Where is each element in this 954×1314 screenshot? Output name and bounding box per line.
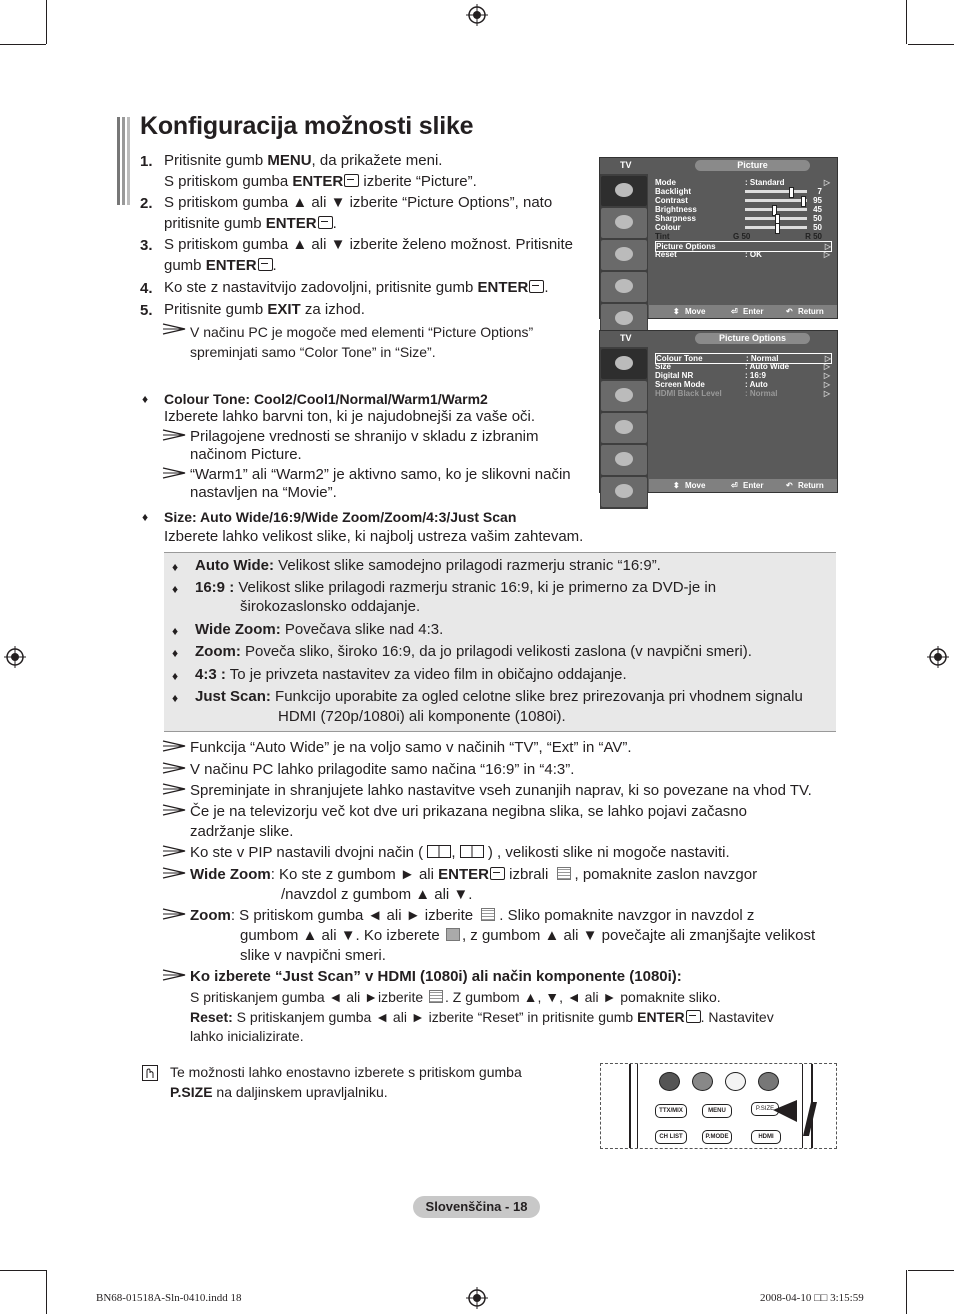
- osd-row[interactable]: Mode : Standard ▷: [655, 178, 830, 187]
- note-wide-zoom: Wide Zoom: Ko ste z gumbom ► ali ENTER izbrali , pomaknite zaslon navzgor: [190, 866, 758, 883]
- registration-mark-icon: [4, 646, 26, 668]
- bullet-diamond-icon: ♦: [142, 510, 149, 524]
- step-1-line-1: Pritisnite gumb MENU, da prikažete meni.: [164, 152, 443, 169]
- screen-position-icon: [481, 908, 495, 921]
- note-arrow-icon: [162, 804, 186, 816]
- note-zoom-line-3: slike v navpični smeri.: [240, 947, 386, 964]
- osd-row[interactable]: Sharpness 50: [655, 214, 822, 223]
- file-slug: BN68-01518A-Sln-0410.indd 18: [96, 1292, 242, 1304]
- hdmi-button[interactable]: HDMI: [751, 1130, 781, 1144]
- note-still-image-line-1: Če je na televizorju več kot dve uri prikazana negibna slika, se lahko pojavi začasno: [190, 803, 747, 820]
- note-arrow-icon: [162, 740, 186, 752]
- note-reset-line-2: lahko inicializirate.: [190, 1028, 304, 1044]
- step-number: 1.: [140, 153, 153, 170]
- remote-control-illustration: [600, 1063, 837, 1149]
- page-title: Konfiguracija možnosti slike: [140, 112, 474, 140]
- tip-line-1: Te možnosti lahko enostavno izberete s pritiskom gumba: [170, 1064, 522, 1080]
- osd-tv-label: TV: [620, 160, 632, 170]
- step-2-line-2: pritisnite gumb ENTER .: [164, 215, 337, 232]
- move-icon: ⬍: [673, 307, 680, 316]
- enter-icon: ⏎: [731, 481, 738, 490]
- osd-row[interactable]: Contrast 95: [655, 196, 822, 205]
- osd-header: Picture: [695, 160, 810, 171]
- timestamp-slug: 2008-04-10 □□ 3:15:59: [760, 1292, 864, 1304]
- registration-mark-icon: [466, 1287, 488, 1309]
- bullet-diamond-icon: ♦: [172, 669, 179, 683]
- title-decoration-bar: [117, 117, 133, 205]
- size-desc: Izberete lahko velikost slike, ki najbolj ustreza vašim zahtevam.: [164, 528, 584, 545]
- osd-picture-menu: [599, 157, 838, 319]
- note-arrow-icon: [162, 969, 186, 981]
- size-option-auto-wide: Auto Wide: Velikost slike samodejno prilagodi razmerju stranic “16:9”.: [195, 557, 661, 574]
- osd-row[interactable]: Screen Mode : Auto ▷: [655, 380, 830, 389]
- arrow-right-icon: ▷: [823, 380, 830, 389]
- tip-line-2: P.SIZE na daljinskem upravljalniku.: [170, 1084, 388, 1100]
- return-icon: ↶: [786, 307, 793, 316]
- step-2-line-1: S pritiskom gumba ▲ ali ▼ izberite “Picture Options”, nato: [164, 194, 553, 211]
- step-3-line-1: S pritiskom gumba ▲ ali ▼ izberite želeno možnost. Pritisnite: [164, 236, 574, 253]
- note-just-scan-line-2: S pritiskanjem gumba ◄ ali ►izberite . Z gumbom ▲, ▼, ◄ ali ► pomaknite sliko.: [190, 989, 721, 1005]
- arrow-right-icon: ▷: [824, 354, 831, 363]
- note-zoom-line-2: gumbom ▲ ali ▼. Ko izberete , z gumbom ▲ ali ▼ povečajte ali zmanjšajte velikost: [240, 927, 816, 944]
- osd-row[interactable]: Size : Auto Wide ▷: [655, 362, 830, 371]
- crop-mark: [0, 1270, 46, 1271]
- step-number: 5.: [140, 302, 153, 319]
- note-arrow-icon: [162, 908, 186, 920]
- size-option-16-9: 16:9 : Velikost slike prilagodi razmerju stranic 16:9, ki je primerno za DVD-je in: [195, 579, 717, 596]
- note-just-scan-heading: Ko izberete “Just Scan” v HDMI (1080i) ali način komponente (1080i):: [190, 968, 682, 985]
- channel-menu-icon[interactable]: [601, 240, 647, 270]
- bullet-diamond-icon: ♦: [142, 392, 149, 406]
- bullet-diamond-icon: ♦: [172, 646, 179, 660]
- colour-tone-heading: Colour Tone: Cool2/Cool1/Normal/Warm1/Warm2: [164, 391, 488, 407]
- p-size-button[interactable]: P.SIZE: [751, 1102, 779, 1116]
- osd-footer: ⬍ Move ⏎ Enter ↶ Return: [649, 479, 837, 492]
- green-button[interactable]: [692, 1072, 713, 1091]
- step-number: 2.: [140, 195, 153, 212]
- osd-row[interactable]: Colour 50: [655, 223, 822, 232]
- crop-mark: [46, 0, 47, 44]
- return-icon: ↶: [786, 481, 793, 490]
- channel-menu-icon[interactable]: [601, 413, 647, 443]
- osd-slider[interactable]: [745, 217, 807, 220]
- enter-icon: ⏎: [731, 307, 738, 316]
- note-external-devices: Spreminjate in shranjujete lahko nastavitve vseh zunanjih naprav, ki so povezane na vhod TV.: [190, 782, 812, 799]
- enter-icon: [529, 280, 544, 293]
- note-arrow-icon: [162, 867, 186, 879]
- osd-row[interactable]: Reset : OK ▷: [655, 250, 830, 259]
- pip-double-icon: [427, 845, 451, 858]
- enter-icon: [490, 867, 505, 880]
- osd-slider[interactable]: [745, 199, 807, 202]
- osd-sidebar: [600, 174, 648, 336]
- osd-slider[interactable]: [745, 208, 807, 211]
- colour-tone-note-1-line-1: Prilagojene vrednosti se shranijo v skladu z izbranim: [190, 428, 539, 445]
- colour-tone-note-1-line-2: načinom Picture.: [190, 446, 302, 463]
- note-reset-line: Reset: S pritiskanjem gumba ◄ ali ► izberite “Reset” in pritisnite gumb ENTER . Nastavitev: [190, 1009, 774, 1025]
- crop-mark: [906, 1270, 907, 1314]
- osd-tv-label: TV: [620, 333, 632, 343]
- picture-menu-icon[interactable]: [601, 176, 647, 206]
- menu-button[interactable]: MENU: [702, 1104, 732, 1118]
- note-still-image-line-2: zadržanje slike.: [190, 823, 294, 840]
- osd-row[interactable]: Brightness 45: [655, 205, 822, 214]
- colour-tone-desc: Izberete lahko barvni ton, ki je najudobnejši za vaše oči.: [164, 408, 536, 425]
- osd-row-disabled: HDMI Black Level : Normal ▷: [655, 389, 830, 398]
- pc-note-line-1: V načinu PC je mogoče med elementi “Picture Options”: [190, 324, 534, 340]
- note-zoom: Zoom: S pritiskom gumba ◄ ali ► izberite . Sliko pomaknite navzgor in navzdol z: [190, 907, 755, 924]
- arrow-right-icon: ▷: [823, 371, 830, 380]
- note-arrow-icon: [162, 762, 186, 774]
- remote-tip-icon: [142, 1065, 158, 1081]
- bullet-diamond-icon: ♦: [172, 560, 179, 574]
- page-number-badge: Slovenščina - 18: [413, 1196, 540, 1218]
- size-option-zoom: Zoom: Poveča sliko, široko 16:9, da jo prilagodi velikosti zaslona (v navpični smeri).: [195, 643, 752, 660]
- note-auto-wide: Funkcija “Auto Wide” je na voljo samo v načinih “TV”, “Ext” in “AV”.: [190, 739, 632, 756]
- crop-mark: [906, 0, 907, 44]
- enter-icon: [344, 174, 359, 187]
- crop-mark: [908, 1270, 954, 1271]
- osd-row-selected[interactable]: Colour Tone : Normal ▷: [656, 354, 831, 363]
- note-arrow-icon: [162, 783, 186, 795]
- ttx-mix-button[interactable]: TTX/MIX: [655, 1104, 687, 1118]
- blue-button[interactable]: [758, 1072, 779, 1091]
- osd-row[interactable]: Tint G 50 R 50: [655, 232, 822, 241]
- note-pc-mode: V načinu PC lahko prilagodite samo načina “16:9” in “4:3”.: [190, 761, 575, 778]
- note-arrow-icon: [162, 467, 186, 479]
- note-arrow-icon: [162, 845, 186, 857]
- note-arrow-icon: [162, 323, 186, 335]
- registration-mark-icon: [466, 4, 488, 26]
- step-number: 3.: [140, 237, 153, 254]
- pip-double-icon: [460, 845, 484, 858]
- screen-size-icon: [446, 928, 460, 941]
- bullet-diamond-icon: ♦: [172, 582, 179, 596]
- red-button[interactable]: [659, 1072, 680, 1091]
- osd-row-selected[interactable]: Picture Options ▷: [656, 242, 831, 251]
- size-option-4-3: 4:3 : To je privzeta nastavitev za video film in običajno oddajanje.: [195, 666, 627, 683]
- osd-slider[interactable]: [745, 190, 807, 193]
- enter-icon: [258, 258, 273, 271]
- sound-menu-icon[interactable]: [601, 208, 647, 238]
- p-mode-button[interactable]: P.MODE: [702, 1130, 732, 1144]
- arrow-right-icon: ▷: [824, 242, 831, 251]
- size-heading: Size: Auto Wide/16:9/Wide Zoom/Zoom/4:3/Just Scan: [164, 509, 517, 525]
- bullet-diamond-icon: ♦: [172, 691, 179, 705]
- step-5-line-1: Pritisnite gumb EXIT za izhod.: [164, 301, 365, 318]
- step-number: 4.: [140, 280, 153, 297]
- screen-position-icon: [429, 990, 443, 1003]
- osd-row[interactable]: Digital NR : 16:9 ▷: [655, 371, 830, 380]
- ch-list-button[interactable]: CH LIST: [655, 1130, 687, 1144]
- crop-mark: [908, 44, 954, 45]
- size-option-wide-zoom: Wide Zoom: Povečava slike nad 4:3.: [195, 621, 444, 638]
- step-1-line-2: S pritiskom gumba ENTER izberite “Picture”.: [164, 173, 477, 190]
- screen-position-icon: [557, 867, 571, 880]
- osd-row[interactable]: Backlight 7: [655, 187, 822, 196]
- crop-mark: [46, 1270, 47, 1314]
- picture-menu-icon[interactable]: [601, 349, 647, 379]
- size-option-16-9-line-2: širokozaslonsko oddajanje.: [240, 598, 421, 615]
- pointer-arrow-icon: [771, 1098, 821, 1138]
- osd-footer: ⬍ Move ⏎ Enter ↶ Return: [649, 305, 837, 318]
- enter-icon: [686, 1010, 701, 1023]
- colour-tone-note-2-line-2: nastavljen na “Movie”.: [190, 484, 337, 501]
- osd-picture-options-menu: [599, 330, 838, 493]
- size-option-just-scan: Just Scan: Funkcijo uporabite za ogled celotne slike brez prirezovanja pri vhodnem signalu: [195, 688, 803, 705]
- arrow-right-icon: ▷: [823, 362, 830, 371]
- colour-tone-note-2-line-1: “Warm1” ali “Warm2” je aktivno samo, ko je slikovni način: [190, 466, 571, 483]
- step-4-line-1: Ko ste z nastavitvijo zadovoljni, pritisnite gumb ENTER .: [164, 279, 549, 296]
- note-arrow-icon: [162, 429, 186, 441]
- setup-menu-icon[interactable]: [601, 445, 647, 475]
- yellow-button[interactable]: [725, 1072, 746, 1091]
- enter-icon: [318, 216, 333, 229]
- bullet-diamond-icon: ♦: [172, 624, 179, 638]
- setup-menu-icon[interactable]: [601, 272, 647, 302]
- arrow-right-icon: ▷: [823, 178, 830, 187]
- registration-mark-icon: [927, 646, 949, 668]
- osd-header: Picture Options: [695, 333, 810, 344]
- note-pip: Ko ste v PIP nastavili dvojni način ( , ) , velikosti slike ni mogoče nastaviti.: [190, 844, 730, 861]
- arrow-right-icon: ▷: [823, 389, 830, 398]
- move-icon: ⬍: [673, 481, 680, 490]
- osd-slider[interactable]: [745, 226, 807, 229]
- step-3-line-2: gumb ENTER .: [164, 257, 277, 274]
- size-option-just-scan-line-2: HDMI (720p/1080i) ali komponente (1080i).: [278, 708, 566, 725]
- crop-mark: [0, 44, 46, 45]
- pc-note-line-2: spreminjati samo “Color Tone” in “Size”.: [190, 344, 436, 360]
- note-wide-zoom-line-2: /navzdol z gumbom ▲ ali ▼.: [281, 886, 473, 903]
- osd-sidebar: [600, 347, 648, 509]
- input-menu-icon[interactable]: [601, 477, 647, 507]
- arrow-right-icon: ▷: [823, 250, 830, 259]
- sound-menu-icon[interactable]: [601, 381, 647, 411]
